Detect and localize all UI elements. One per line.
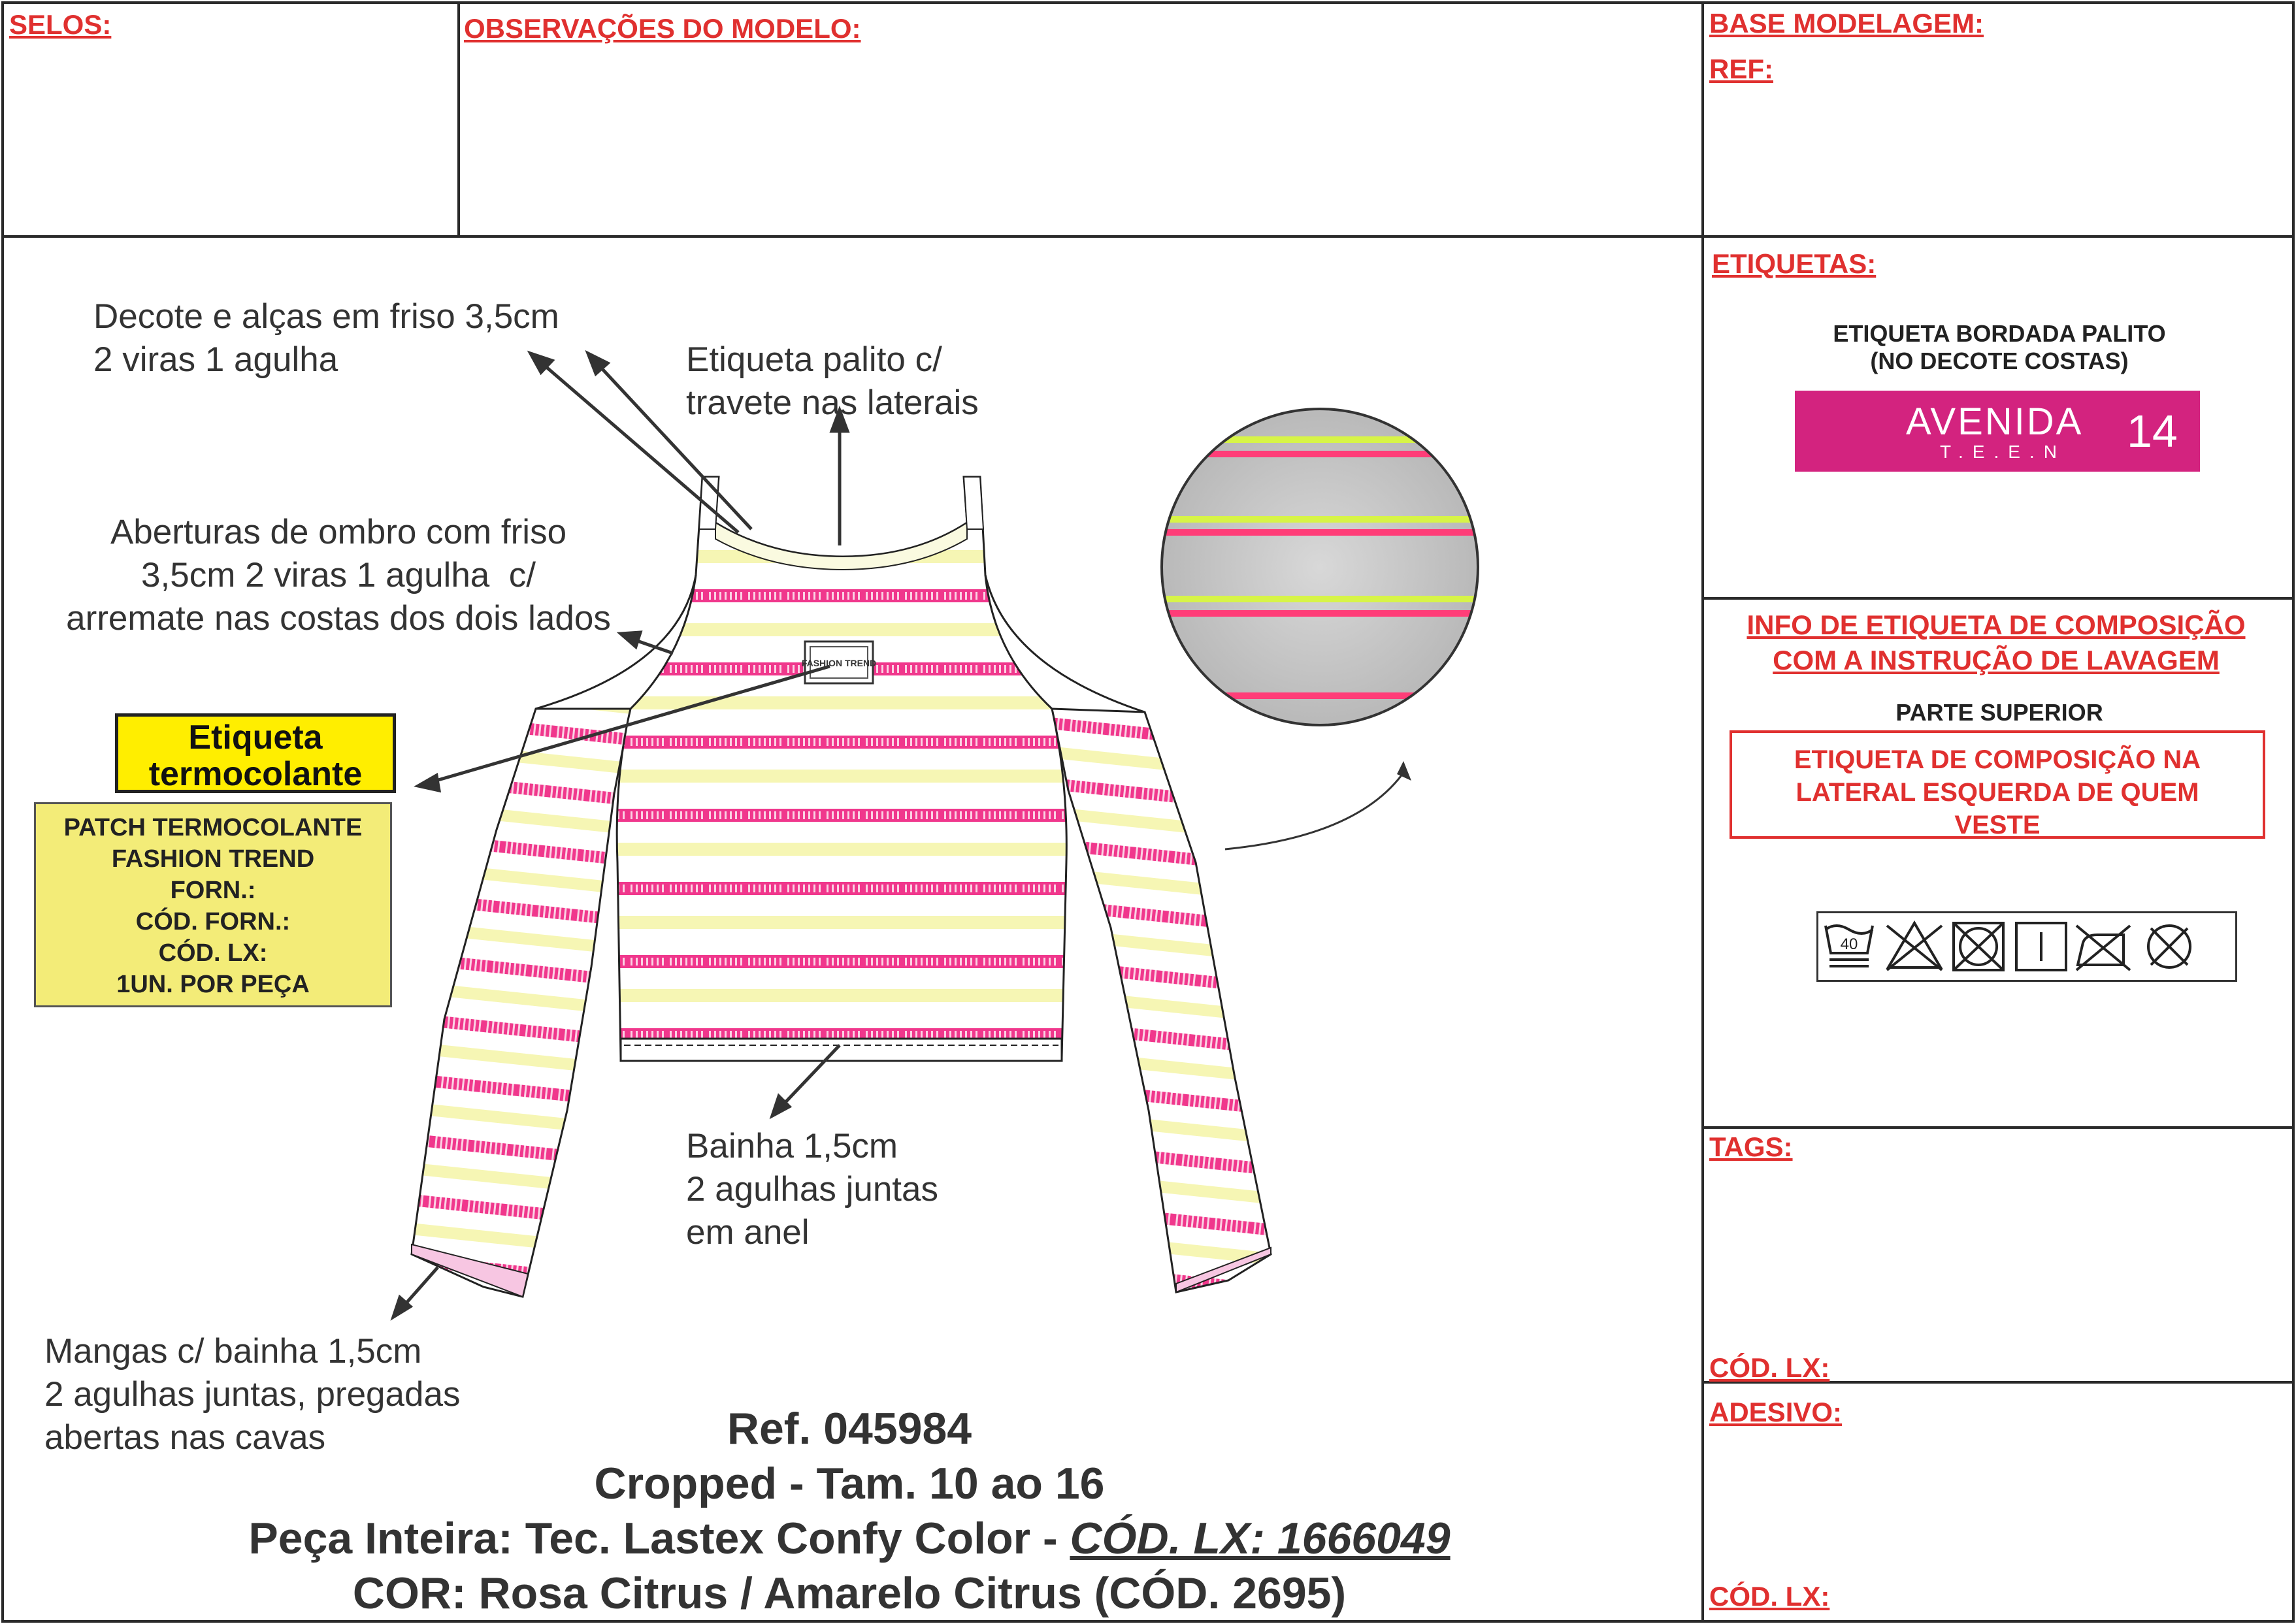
line-dry-icon: [2016, 923, 2066, 970]
patch-text: FASHION TREND: [801, 658, 877, 668]
etiquetas-label: ETIQUETAS:: [1712, 248, 1877, 279]
etiquetas-divider: [1701, 597, 2295, 600]
brand-number: 14: [2127, 406, 2178, 457]
composicao-title-line1: INFO DE ETIQUETA DE COMPOSIÇÃO: [1747, 609, 2246, 640]
fabric-code: CÓD. LX: 1666049: [1070, 1514, 1451, 1563]
no-bleach-icon: [1887, 923, 1942, 970]
note-bainha: Bainha 1,5cm 2 agulhas juntas em anel: [686, 1127, 939, 1252]
no-iron-icon: [2076, 926, 2130, 970]
fabric-prefix: Peça Inteira: Tec. Lastex Confy Color -: [248, 1514, 1070, 1563]
tags-divider: [1701, 1126, 2295, 1129]
selos-label: SELOS:: [9, 9, 112, 40]
patch-line-5: CÓD. LX:: [158, 939, 268, 967]
note-aberturas: Aberturas de ombro com friso 3,5cm 2 viras 1 agulha c/ arremate nas costas dos dois lados: [66, 513, 611, 638]
composicao-title-line2: COM A INSTRUÇÃO DE LAVAGEM: [1773, 645, 2220, 675]
patch-line-6: 1UN. POR PEÇA: [116, 971, 310, 998]
patch-line-2: FASHION TREND: [111, 845, 315, 873]
no-dry-clean-icon: [2148, 926, 2190, 967]
brand-name: AVENIDA: [1906, 400, 2084, 443]
etiqueta-description: [1731, 320, 2267, 375]
adesivo-label: ADESIVO:: [1709, 1397, 1843, 1427]
adesivo-cod-lx: CÓD. LX:: [1709, 1581, 1830, 1612]
patch-info-box: [34, 802, 392, 1007]
no-tumble-dry-icon: [1954, 923, 2003, 970]
composicao-box-line3: VESTE: [1954, 811, 2041, 839]
base-modelagem-label: BASE MODELAGEM:: [1709, 8, 1984, 39]
ref-label: REF:: [1709, 54, 1773, 84]
composicao-box-line2: LATERAL ESQUERDA DE QUEM: [1796, 778, 2199, 807]
composicao-box: [1730, 730, 2265, 839]
etiqueta-description-line1: ETIQUETA BORDADA PALITO: [1833, 320, 2166, 347]
note-mangas: Mangas c/ bainha 1,5cm 2 agulhas juntas, pregadas abertas nas cavas: [44, 1332, 461, 1457]
note-decote: Decote e alças em friso 3,5cm 2 viras 1 agulha: [93, 297, 559, 379]
etiqueta-description-line2: (NO DECOTE COSTAS): [1870, 348, 2129, 374]
care-symbols: [1816, 911, 2237, 982]
tags-label: TAGS:: [1709, 1131, 1793, 1162]
left-sleeve: [412, 709, 631, 1297]
parte-superior: PARTE SUPERIOR: [1895, 699, 2103, 726]
patch-line-4: CÓD. FORN.:: [135, 908, 291, 935]
right-panel-divider: [1701, 1, 1704, 1623]
brand-sub: T.E.E.N: [1940, 442, 2066, 462]
composicao-box-line1: ETIQUETA DE COMPOSIÇÃO NA: [1794, 745, 2201, 774]
wash-temp: 40: [1840, 935, 1858, 953]
right-sleeve: [1052, 709, 1271, 1292]
tags-cod-lx: CÓD. LX:: [1709, 1352, 1830, 1383]
observacoes-label: OBSERVAÇÕES DO MODELO:: [464, 13, 861, 44]
product-fabric: [0, 1513, 1699, 1564]
brand-label: [1795, 391, 2200, 472]
composicao-title: [1705, 608, 2287, 678]
patch-line-3: FORN.:: [170, 877, 256, 904]
note-etiqueta-palito: Etiqueta palito c/ travete nas laterais: [686, 340, 979, 422]
product-ref: Ref. 045984: [727, 1404, 972, 1453]
patch-title: Etiqueta termocolante: [115, 713, 396, 793]
patch-line-1: PATCH TERMOCOLANTE: [63, 814, 363, 841]
product-color: COR: Rosa Citrus / Amarelo Citrus (CÓD. 2695): [352, 1568, 1347, 1618]
fabric-zoom-circle: [1156, 409, 1483, 725]
product-name: Cropped - Tam. 10 ao 16: [594, 1459, 1105, 1508]
